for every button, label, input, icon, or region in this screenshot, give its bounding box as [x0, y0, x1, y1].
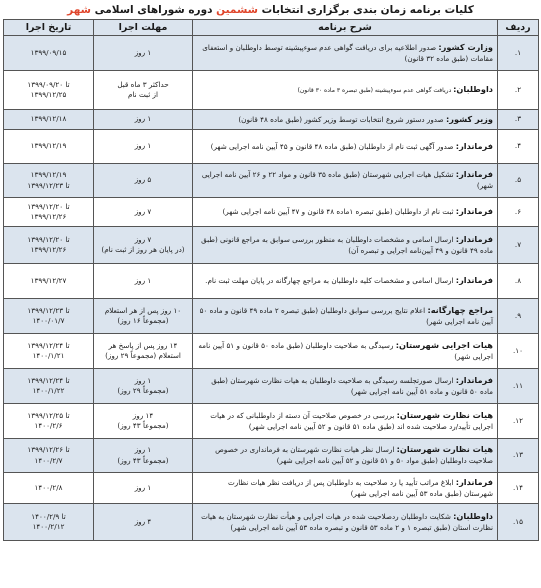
table-row	[4, 227, 539, 264]
date-line: ۱۳۹۹/۱۲/۲۴ تا	[27, 375, 70, 385]
page-title	[3, 2, 538, 19]
row-description	[193, 299, 498, 334]
row-description	[193, 369, 498, 404]
deadline-line: ۱ روز	[134, 445, 152, 455]
deadline-line: ۵ روز	[134, 175, 152, 185]
row-actor: فرماندار:	[455, 169, 493, 180]
date-line: ۱۳۹۹/۱۲/۲۵	[30, 90, 67, 99]
row-actor: فرماندار:	[455, 206, 493, 217]
row-deadline	[94, 439, 193, 473]
row-date	[4, 334, 94, 369]
row-text: دریافت گواهی عدم سوءپیشینه (طبق تبصره ۳ ماده ۳۰ قانون)	[297, 87, 454, 95]
row-date	[4, 504, 94, 541]
row-actor: فرماندار:	[455, 476, 493, 487]
deadline-line: ۱۰ روز پس از هر استعلام	[104, 305, 182, 315]
row-description	[193, 264, 498, 299]
row-deadline	[94, 404, 193, 439]
row-date	[4, 369, 94, 404]
deadline-line: ۱ روز	[134, 114, 152, 124]
row-deadline	[94, 334, 193, 369]
schedule-table	[3, 19, 539, 541]
row-date	[4, 36, 94, 71]
row-date	[4, 164, 94, 198]
deadline-line: (مجموعاً ۴۳ روز)	[117, 421, 169, 430]
deadline-line: ۱ روز	[134, 275, 152, 285]
row-date	[4, 299, 94, 334]
date-line: ۱۴۰۰/۲/۹ تا	[31, 511, 66, 521]
row-date	[4, 404, 94, 439]
row-date	[4, 264, 94, 299]
date-line: ۱۳۹۹/۱۲/۲۰ تا	[27, 201, 70, 211]
table-row	[4, 71, 539, 110]
row-text: رسیدگی به صلاحیت داوطلبان (طبق ماده ۵۰ قانون و ۵۱ آیین نامه اجرایی شهر)	[198, 340, 493, 361]
row-deadline	[94, 299, 193, 334]
row-actor: داوطلبان:	[453, 510, 493, 521]
row-deadline	[94, 130, 193, 164]
row-description	[193, 130, 498, 164]
row-deadline	[94, 198, 193, 227]
title-middle: دوره شوراهای اسلامی	[94, 4, 213, 16]
row-actor: وزارت کشور:	[438, 41, 493, 52]
date-line: ۱۴۰۰/۱/۲۲	[32, 386, 65, 395]
row-date	[4, 110, 94, 130]
row-number: ۱۱.	[498, 369, 539, 404]
row-description	[193, 227, 498, 264]
table-row	[4, 110, 539, 130]
row-description	[193, 439, 498, 473]
date-line: ۱۴۰۰/۱/۲۱	[32, 351, 65, 360]
row-number: ۱۰.	[498, 334, 539, 369]
date-line: ۱۳۹۹/۱۲/۲۵ تا	[27, 410, 70, 420]
row-date	[4, 198, 94, 227]
row-description	[193, 334, 498, 369]
row-number: ۴.	[498, 130, 539, 164]
row-description	[193, 504, 498, 541]
row-actor: داوطلبان:	[453, 84, 493, 95]
date-line: ۱۴۰۰/۲/۸	[34, 482, 63, 492]
row-actor: هیات نظارت شهرستان:	[396, 409, 493, 420]
deadline-line: ۷ روز	[134, 206, 152, 216]
header-description: شرح برنامه	[193, 20, 498, 36]
row-text: ارسال اسامی و مشخصات کلیه داوطلبان به مراجع چهارگانه در پایان مهلت ثبت نام.	[205, 276, 456, 286]
date-line: ۱۳۹۹/۱۲/۲۶	[30, 212, 67, 221]
date-line: ۱۳۹۹/۱۲/۱۸	[30, 114, 67, 124]
row-deadline	[94, 71, 193, 110]
row-number: ۱۳.	[498, 439, 539, 473]
row-description	[193, 71, 498, 110]
row-deadline	[94, 227, 193, 264]
row-text: تشکیل هیات اجرایی شهرستان (طبق ماده ۳۵ قانون و مواد ۲۲ و ۲۶ آیین نامه اجرایی شهر)	[201, 170, 493, 191]
row-description	[193, 473, 498, 504]
table-row	[4, 439, 539, 473]
row-actor: فرماندار:	[455, 140, 493, 151]
date-line: ۱۴۰۰/۲/۶	[34, 421, 63, 430]
date-line: ۱۳۹۹/۱۲/۲۷	[30, 275, 67, 285]
date-line: ۱۴۰۰/۲/۱۲	[32, 522, 65, 531]
row-number: ۷.	[498, 227, 539, 264]
row-deadline	[94, 473, 193, 504]
table-row	[4, 504, 539, 541]
row-actor: هیات نظارت شهرستان:	[396, 444, 493, 455]
row-number: ۸.	[498, 264, 539, 299]
deadline-line: ۱ روز	[134, 47, 152, 57]
header-row-number: ردیف	[498, 20, 539, 36]
row-text: ارسال صورتجلسه رسیدگی به صلاحیت داوطلبان به هیات نظارت شهرستان (طبق ماده ۵۰ قانون و ماده ۵۱ آیین نامه اجرایی شهر)	[211, 375, 493, 396]
table-row	[4, 164, 539, 198]
deadline-line: (مجموعاً ۲۹ روز)	[117, 386, 169, 395]
deadline-line: ۴ روز	[134, 516, 152, 526]
row-description	[193, 198, 498, 227]
date-line: تا ۱۳۹۹/۱۲/۲۳	[27, 180, 70, 190]
title-highlight-sixth: ششمین	[216, 4, 258, 16]
header-deadline: مهلت اجرا	[94, 20, 193, 36]
row-text: ابلاغ مراتب تأیید یا رد صلاحیت به داوطلبان پس از دریافت نظر هیات نظارت شهرستان (طبق ماده ۵۳ آیین نامه اجرایی شهر)	[227, 477, 493, 498]
date-line: ۱۳۹۹/۱۲/۲۳ تا	[27, 305, 70, 315]
row-deadline	[94, 369, 193, 404]
table-row	[4, 299, 539, 334]
deadline-line: حداکثر ۳ ماه قبل	[117, 79, 169, 89]
title-prefix: کلیات برنامه زمان بندی برگزاری انتخابات	[261, 4, 474, 16]
row-deadline	[94, 110, 193, 130]
table-row	[4, 473, 539, 504]
row-actor: هیات اجرایی شهرستان:	[395, 339, 493, 350]
date-line: ۱۳۹۹/۱۲/۲۴ تا	[27, 340, 70, 350]
date-line: ۱۴۰۰/۲/۷	[34, 455, 63, 465]
table-row	[4, 404, 539, 439]
date-line: ۱۳۹۹/۱۲/۲۶	[30, 245, 67, 254]
deadline-line: ۱ روز	[134, 375, 152, 385]
row-deadline	[94, 504, 193, 541]
row-actor: وزیر کشور:	[445, 113, 493, 124]
row-number: ۲.	[498, 71, 539, 110]
row-text: بررسی در خصوص صلاحیت آن دسته از داوطلبانی که در هیات اجرایی تأیید/رد صلاحیت شده اند (طبق ماده ۵۱ قانون و ۵۲ آیین نامه اجرایی شهر)	[210, 410, 493, 431]
row-text: ارسال نظر هیات نظارت شهرستان به فرمانداری در خصوص صلاحیت داوطلبان (طبق مواد ۵۰ و ۵۱ قانون و ۵۲ آیین نامه اجرایی شهر)	[215, 445, 493, 466]
table-row	[4, 36, 539, 71]
row-actor: فرماندار:	[455, 275, 493, 286]
row-actor: فرماندار:	[455, 233, 493, 244]
row-actor: فرماندار:	[455, 374, 493, 385]
row-date	[4, 439, 94, 473]
deadline-line: ۱۴ روز پس از پاسخ هر	[108, 340, 178, 350]
date-line: ۱۳۹۹/۱۲/۲۰ تا	[27, 234, 70, 244]
row-number: ۶.	[498, 198, 539, 227]
deadline-line: از ثبت نام	[128, 90, 158, 99]
header-row	[4, 20, 539, 36]
table-row	[4, 334, 539, 369]
deadline-line: ۱ روز	[134, 482, 152, 492]
row-text: صدور اطلاعیه برای دریافت گواهی عدم سوءپیشینه توسط داوطلبان و استعفای مقامات (طبق ماده ۳۲ قانون)	[202, 42, 493, 63]
date-line: ۱۳۹۹/۱۲/۱۹	[30, 141, 67, 151]
deadline-line: ۷ روز	[134, 234, 152, 244]
row-deadline	[94, 264, 193, 299]
row-description	[193, 110, 498, 130]
date-line: ۱۳۹۹/۱۲/۱۹	[30, 170, 67, 180]
deadline-line: استعلام (مجموعاً ۲۹ روز)	[105, 351, 181, 360]
deadline-line: (مجموعاً ۱۶ روز)	[117, 316, 169, 325]
title-highlight-city: شهر	[67, 4, 91, 16]
row-number: ۵.	[498, 164, 539, 198]
table-body	[4, 36, 539, 541]
row-deadline	[94, 36, 193, 71]
row-number: ۳.	[498, 110, 539, 130]
table-row	[4, 130, 539, 164]
deadline-line: (در پایان هر روز از ثبت نام)	[101, 245, 185, 254]
date-line: ۱۳۹۹/۱۲/۲۶ تا	[27, 445, 70, 455]
row-date	[4, 473, 94, 504]
row-number: ۱.	[498, 36, 539, 71]
row-number: ۹.	[498, 299, 539, 334]
date-line: ۱۴۰۰/۰۱/۷	[32, 316, 65, 325]
date-line: ۱۳۹۹/۰۹/۱۵	[30, 47, 67, 57]
row-deadline	[94, 164, 193, 198]
row-text: صدور دستور شروع انتخابات توسط وزیر کشور (طبق ماده ۴۸ قانون)	[238, 114, 446, 124]
row-text: صدور آگهی ثبت نام از داوطلبان (طبق ماده ۴۸ قانون و ۴۵ آیین نامه اجرایی شهر)	[210, 141, 456, 151]
row-number: ۱۲.	[498, 404, 539, 439]
deadline-line: ۱۴ روز	[132, 410, 154, 420]
row-date	[4, 130, 94, 164]
row-actor: مراجع چهارگانه:	[427, 304, 493, 315]
table-row	[4, 369, 539, 404]
deadline-line: ۱ روز	[134, 141, 152, 151]
row-date	[4, 71, 94, 110]
row-description	[193, 36, 498, 71]
deadline-line: (مجموعاً ۴۳ روز)	[117, 455, 169, 465]
table-row	[4, 198, 539, 227]
row-description	[193, 404, 498, 439]
header-date: تاریخ اجرا	[4, 20, 94, 36]
row-date	[4, 227, 94, 264]
table-row	[4, 264, 539, 299]
row-text: ارسال اسامی و مشخصات داوطلبان به منظور بررسی سوابق به مراجع قانونی (طبق ماده ۴۹ قانون و ۴۹ آیین‌نامه اجرایی و تبصره آن)	[201, 234, 493, 255]
row-number: ۱۵.	[498, 504, 539, 541]
row-text: شکایت داوطلبان ردصلاحیت شده در هیات اجرایی و هیأت نظارت شهرستان به هیات نظارت استان (طبق تبصره ۱ و ۲ ماده ۵۳ قانون و تبصره ماده ۵۳ آیین نامه اجرایی شهر)	[201, 511, 493, 532]
row-text: ثبت نام از داوطلبان (طبق تبصره ۱ماده ۴۸ قانون و ۴۷ آیین نامه اجرایی شهر)	[222, 207, 456, 217]
row-number: ۱۴.	[498, 473, 539, 504]
row-text: اعلام نتایج بررسی سوابق داوطلبان (طبق تبصره ۲ ماده ۴۹ قانون و ماده ۵۰ آیین نامه اجرایی شهر)	[199, 305, 493, 326]
date-line: ۱۳۹۹/۰۹/۲۰ تا	[27, 79, 70, 89]
row-description	[193, 164, 498, 198]
